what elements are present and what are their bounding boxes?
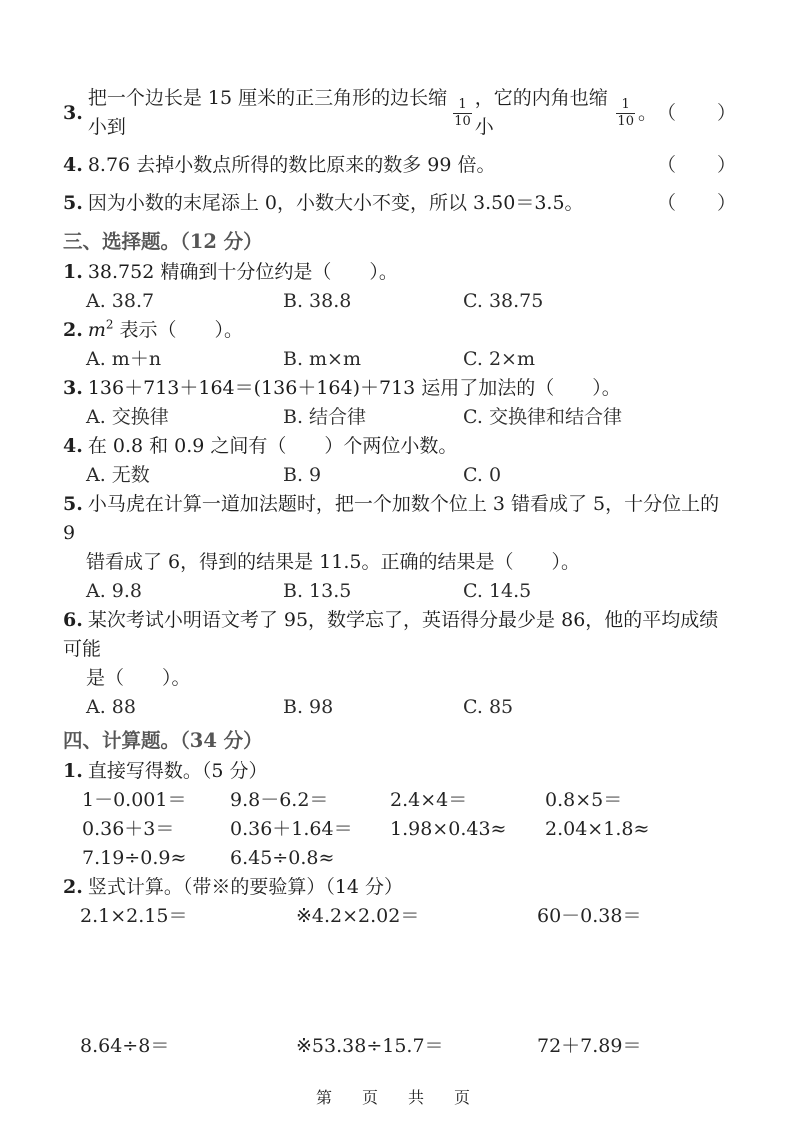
subsection-title: 竖式计算。（带※的要验算）（14 分） [87,876,404,898]
oral-calc-item: 1－0.001＝ [82,789,187,811]
choice-stem [63,606,737,664]
option-c: C. 2×m [463,348,535,370]
judgement-item [63,84,737,142]
fraction [453,97,472,129]
option-a: A. 无数 [86,464,150,486]
oral-calc-title [63,757,737,786]
vertical-calc-item: 72＋7.89＝ [537,1035,642,1057]
option-a: A. 9.8 [86,580,143,602]
question-number: 4. [63,154,83,176]
oral-calc-item: 2.4×4＝ [390,789,468,811]
judgement-item [63,189,737,218]
answer-blank: （ ） [656,101,737,124]
answer-blank: （ ） [656,154,737,176]
math-superscript: 2 [105,317,114,332]
option-c: C. 38.75 [463,290,544,312]
choice-options [86,461,737,490]
question-number: 4. [63,435,83,457]
vertical-calc-item: ※53.38÷15.7＝ [296,1035,444,1057]
math-variable: m [87,319,106,341]
question-text: 8.76 去掉小数点所得的数比原来的数多 99 倍。 [87,154,496,176]
choice-stem [63,316,737,345]
question-text: 某次考试小明语文考了 95，数学忘了，英语得分最少是 86，他的平均成绩可能 [63,609,719,660]
vertical-calc-item: ※4.2×2.02＝ [296,905,420,927]
option-a: A. 38.7 [86,290,155,312]
option-b: B. 38.8 [283,290,352,312]
vertical-calc-item: 60－0.38＝ [537,905,642,927]
question-number: 6. [63,609,83,631]
page-footer: 第 页 共 页 [315,1088,477,1107]
option-b: B. 结合律 [283,406,367,428]
question-text-segment: 表示（ ）。 [113,319,244,341]
oral-calc-item: 7.19÷0.9≈ [82,847,187,869]
fraction-denominator: 10 [454,113,471,129]
question-number: 2. [63,319,83,341]
question-text [88,84,657,142]
question-text [88,319,243,341]
option-c: C. 14.5 [463,580,532,602]
vertical-calc-item: 2.1×2.15＝ [80,905,188,927]
choice-item [63,606,737,722]
oral-calc-item: 6.45÷0.8≈ [230,847,335,869]
choice-stem-continuation: 错看成了 6，得到的结果是 11.5。正确的结果是（ ）。 [86,551,580,573]
oral-calc-row [82,786,737,815]
vertical-calc-row [80,1032,737,1061]
question-text: 136＋713＋164＝(136＋164)＋713 运用了加法的（ ）。 [87,377,621,399]
choice-stem-continuation: 是（ ）。 [86,667,191,689]
fraction-numerator: 1 [453,97,472,114]
question-number: 5. [63,192,83,214]
question-number: 2. [63,876,83,898]
question-text-segment: ，它的内角也缩小 [474,87,608,138]
calc-section-header: 四、计算题。（34 分） [63,729,263,752]
question-text: 在 0.8 和 0.9 之间有（ ）个两位小数。 [87,435,458,457]
choice-options [86,693,737,722]
option-b: B. 13.5 [283,580,352,602]
option-a: A. 交换律 [86,406,169,428]
question-text: 因为小数的末尾添上 0，小数大小不变，所以 3.5̇0̇＝3.5̇。 [87,192,584,214]
question-text-segment: 。 [637,101,657,124]
oral-calc-item [545,844,737,873]
subsection-title: 直接写得数。（5 分） [87,760,268,782]
choice-stem [63,258,737,287]
option-b: B. 9 [283,464,322,486]
choice-options [86,345,737,374]
oral-calc-item: 1.98×0.43≈ [390,818,507,840]
choice-item [63,432,737,490]
choice-item [63,374,737,432]
option-c: C. 85 [463,696,514,718]
question-text-segment: 把一个边长是 15 厘米的正三角形的边长缩小到 [87,87,448,138]
choice-section-header: 三、选择题。（12 分） [63,230,263,253]
oral-calc-item: 9.8－6.2＝ [230,789,329,811]
choice-options [86,403,737,432]
choice-item [63,258,737,316]
fraction [616,97,635,129]
choice-stem [63,490,737,548]
choice-item [63,316,737,374]
question-text: 38.752 精确到十分位约是（ ）。 [87,261,398,283]
fraction-denominator: 10 [617,113,634,129]
oral-calc-item [390,844,545,873]
option-b: B. m×m [283,348,361,370]
oral-calc-item: 0.8×5＝ [545,789,623,811]
choice-options [86,577,737,606]
oral-calc-item: 2.04×1.8≈ [545,818,650,840]
oral-calc-row [82,844,737,873]
question-number: 5. [63,493,83,515]
option-a: A. m＋n [86,348,162,370]
option-c: C. 0 [463,464,502,486]
option-a: A. 88 [86,696,136,718]
question-number: 3. [63,377,83,399]
oral-calc-item: 0.36＋3＝ [82,818,175,840]
vertical-calc-title [63,873,737,902]
oral-calc-row [82,815,737,844]
answer-blank: （ ） [656,192,737,214]
option-b: B. 98 [283,696,334,718]
question-number: 1. [63,760,83,782]
judgement-item [63,151,737,180]
choice-stem [63,374,737,403]
question-number: 1. [63,261,83,283]
choice-item [63,490,737,606]
choice-stem [63,432,737,461]
oral-calc-item: 0.36＋1.64＝ [230,818,353,840]
option-c: C. 交换律和结合律 [463,406,622,428]
question-text: 小马虎在计算一道加法题时，把一个加数个位上 3 错看成了 5，十分位上的 9 [63,493,720,544]
question-number: 3. [63,101,83,124]
fraction-numerator: 1 [616,97,635,114]
vertical-calc-row [80,902,737,931]
vertical-calc-item: 8.64÷8＝ [80,1035,170,1057]
choice-options [86,287,737,316]
